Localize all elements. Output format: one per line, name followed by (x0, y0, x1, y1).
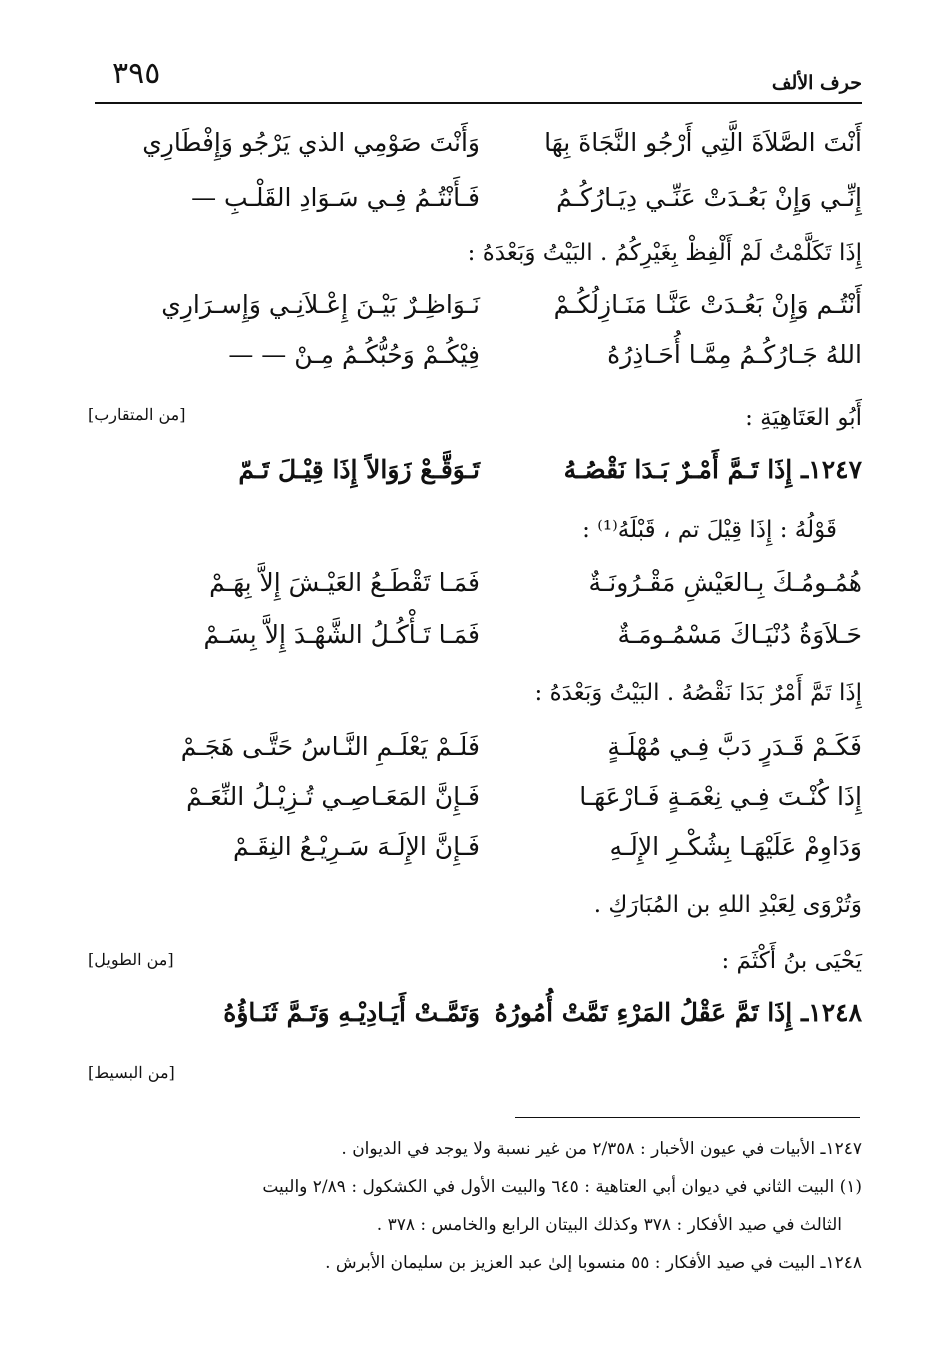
verse-hemistich-left: نَـوَاظِـرٌ بَيْـنَ إِعْـلاَنِـي وَإِسـرَارِي (161, 290, 480, 319)
chapter-header: حرف الألف (771, 72, 862, 94)
footnote-rule (515, 1117, 860, 1118)
verse-hemistich-right: إِذَا كُنْـتَ فِـي نِعْمَـةٍ فَـارْعَهَـا (579, 782, 862, 811)
footnote: ١٢٤٧ـ الأبيات في عيون الأخبار : ٢/٣٥٨ من غير نسبة ولا يوجد في الديوان . (341, 1139, 862, 1159)
footnote: الثالث في صيد الأفكار : ٣٧٨ وكذلك البيتان الرابع والخامس : ٣٧٨ . (376, 1215, 842, 1235)
verse-hemistich-left: فِيْكُـمْ وَحُبُّكُـمُ مِـنْ — — (228, 340, 480, 369)
verse-hemistich-right: فَكَـمْ قَـدَرٍ دَبَّ فِـي مُهْلَـةٍ (607, 732, 862, 761)
verse-hemistich-left: فَـإِنَّ الإِلَـهَ سَـرِيْـعُ النِقَـمْ (232, 832, 480, 861)
prose-line: قَوْلُهُ : إِذَا قِيْلَ تم ، قَبْلَهُ⁽¹⁾ : (582, 517, 837, 543)
prose-line: إِذَا تَمَّ أَمْرٌ بَدَا نَقْصُهُ . البَيْتُ وَبَعْدَهُ : (534, 680, 862, 706)
verse-hemistich-right: أَنْتُـم وَإِنْ بَعُـدَتْ عَنَّـا مَنَـازِلُكُـمْ (553, 290, 862, 319)
verse-hemistich-left: وَأَنْتَ صَوْمِي الذي يَرْجُو وَإِفْطَارِي (142, 128, 480, 157)
prose-line: وَتُرْوَى لِعَبْدِ اللهِ بن المُبَارَكِ . (593, 892, 862, 918)
verse-hemistich-left: فَمَـا تَـأْكُـلُ الشَّهْـدَ إِلاَّ بِسَـمْ (203, 620, 480, 649)
meter-label: [من المتقارب] (88, 405, 186, 424)
poet-name: يَحْيَى بنُ أَكْثَمَ : (721, 948, 862, 974)
page-number: ٣٩٥ (112, 56, 161, 91)
verse-hemistich-right: إِنِّـي وَإِنْ بَعُـدَتْ عَنِّـي دِيَـارُكُـمُ (556, 183, 862, 212)
verse-hemistich-right: أَنْتَ الصَّلاَةَ الَّتِي أَرْجُو النَّجَاةَ بِهَا (544, 128, 862, 157)
footnote: ١٢٤٨ـ البيت في صيد الأفكار : ٥٥ منسوبا إلىٰ عبد العزيز بن سليمان الأبرش . (325, 1253, 862, 1273)
verse-1247-left: تَـوَقَّـعْ زَوَالاً إِذَا قِيْـلَ تَـمّ (238, 455, 480, 484)
poet-name: أَبُو العَتَاهِيَةِ : (745, 405, 862, 431)
verse-hemistich-right: حَـلاَوَةُ دُنْيَـاكَ مَسْمُـومَـةٌ (617, 620, 862, 649)
meter-label: [من البسيط] (88, 1063, 175, 1082)
verse-1247-right: ١٢٤٧ـ إِذَا تَـمَّ أَمْـرٌ بَـدَا نَقْصُـهُ (563, 455, 862, 484)
verse-1248-left: وَتَمَّـتْ أَيَـادِيْـهِ وَتَـمَّ ثَنَـاؤُهُ (223, 998, 480, 1027)
footnote: (١) البيت الثاني في ديوان أبي العتاهية : ٦٤٥ والبيت الأول في الكشكول : ٢/٨٩ والبيت (262, 1177, 862, 1197)
verse-hemistich-right: هُمُـومُـكَ بِـالعَيْشِ مَقْـرُونَـةٌ (588, 568, 862, 597)
verse-hemistich-left: فَـإِنَّ المَعَـاصِـي تُـزِيْـلُ النِّعَـمْ (186, 782, 480, 811)
verse-hemistich-right: وَدَاوِمْ عَلَيْهَـا بِشُكْـرِ الإِلَـهِ (609, 832, 862, 861)
verse-hemistich-right: اللهُ جَـارُكُـمُ مِمَّـا أُحَـاذِرُهُ (607, 340, 862, 369)
verse-hemistich-left: فَـأَنْتُـمُ فِـي سَـوَادِ القَلْـبِ — (191, 183, 480, 212)
verse-1248-right: ١٢٤٨ـ إِذَا تَمَّ عَقْلُ المَرْءِ تَمَّتْ أُمُورُهُ (494, 998, 862, 1027)
meter-label: [من الطويل] (88, 950, 174, 969)
verse-hemistich-left: فَلَـمْ يَعْلَـمِ النَّـاسُ حَتَّـى هَجَـمْ (180, 732, 480, 761)
verse-hemistich-left: فَمَـا تَقْطَـعُ العَيْـشَ إِلاَّ بِهَـمْ (209, 568, 480, 597)
prose-line: إِذَا تَكَلَّمْتُ لَمْ أَلْفِظْ بِغَيْرِكُمُ . البَيْتُ وَبَعْدَهُ : (467, 240, 862, 266)
header-rule (95, 102, 862, 104)
